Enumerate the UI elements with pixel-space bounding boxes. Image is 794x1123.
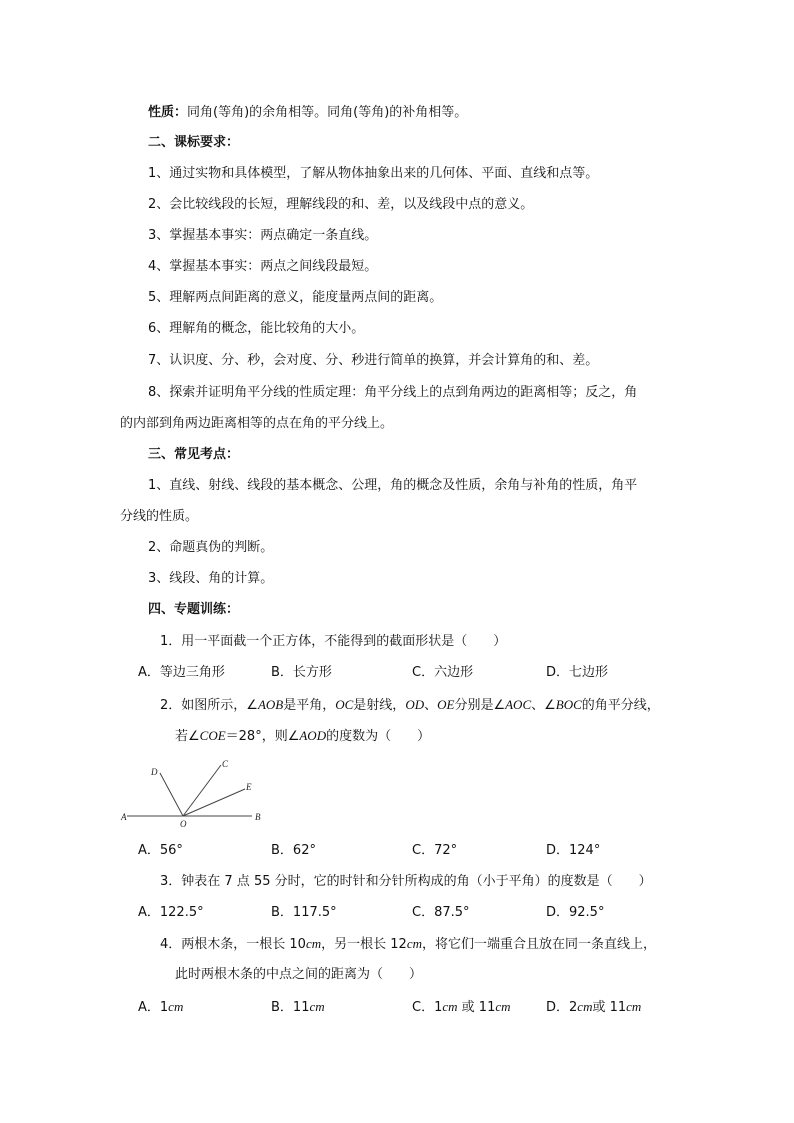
angle-figure bbox=[115, 755, 275, 830]
standard-item: 1、通过实物和具体模型，了解从物体抽象出来的几何体、平面、直线和点等。 bbox=[148, 166, 599, 181]
standard-item: 6、理解角的概念，能比较角的大小。 bbox=[148, 321, 365, 336]
q4-option-d: D．2cm或 11cm bbox=[546, 999, 642, 1015]
label-D: D bbox=[151, 767, 158, 777]
question-3-stem: 3．钟表在 7 点 55 分时，它的时针和分针所构成的角（小于平角）的度数是（ ） bbox=[160, 874, 652, 889]
property-label: 性质： bbox=[148, 105, 188, 120]
property-text: 同角(等角)的余角相等。同角(等角)的补角相等。 bbox=[187, 105, 468, 120]
label-A: A bbox=[121, 812, 127, 822]
standard-item: 2、会比较线段的长短，理解线段的和、差，以及线段中点的意义。 bbox=[148, 197, 534, 212]
property-line bbox=[148, 104, 467, 122]
question-4-stem-line2: 此时两根木条的中点之间的距离为（ ） bbox=[175, 967, 423, 982]
q3-option-c: C．87.5° bbox=[412, 905, 470, 920]
point-item-continued: 分线的性质。 bbox=[120, 509, 199, 524]
q1-option-d: D．七边形 bbox=[546, 665, 609, 680]
section-heading-points: 三、常见考点： bbox=[148, 447, 240, 462]
q1-option-b: B．长方形 bbox=[271, 665, 332, 680]
q4-option-b: B．11cm bbox=[271, 999, 325, 1015]
label-O: O bbox=[180, 819, 187, 829]
standard-item-continued: 的内部到角两边距离相等的点在角的平分线上。 bbox=[120, 416, 394, 431]
label-B: B bbox=[255, 812, 261, 822]
question-2-stem-line2: 若∠COE＝28°，则∠AOD的度数为（ ） bbox=[175, 728, 431, 744]
ray-OC bbox=[183, 765, 221, 816]
standard-item: 3、掌握基本事实：两点确定一条直线。 bbox=[148, 228, 378, 243]
question-1-stem: 1．用一平面截一个正方体，不能得到的截面形状是（ ） bbox=[160, 634, 507, 649]
standard-item: 4、掌握基本事实：两点之间线段最短。 bbox=[148, 259, 378, 274]
standard-item: 8、探索并证明角平分线的性质定理：角平分线上的点到角两边的距离相等；反之，角 bbox=[148, 385, 638, 400]
question-4-stem: 4．两根木条，一根长 10cm，另一根长 12cm，将它们一端重合且放在同一条直线上， bbox=[160, 936, 656, 952]
point-item: 2、命题真伪的判断。 bbox=[148, 540, 274, 555]
q4-option-a: A．1cm bbox=[138, 999, 184, 1015]
question-2-stem: 2．如图所示，∠AOB是平角，OC是射线，OD、OE分别是∠AOC、∠BOC的角平分线， bbox=[160, 697, 660, 713]
section-heading-standards: 二、课标要求： bbox=[148, 135, 240, 150]
point-item: 3、线段、角的计算。 bbox=[148, 571, 274, 586]
label-C: C bbox=[222, 759, 229, 769]
point-item: 1、直线、射线、线段的基本概念、公理，角的概念及性质，余角与补角的性质，角平 bbox=[148, 478, 638, 493]
section-heading-exercises: 四、专题训练： bbox=[148, 602, 240, 617]
q2-option-d: D．124° bbox=[546, 843, 601, 858]
q2-option-a: A．56° bbox=[138, 843, 183, 858]
q1-option-a: A．等边三角形 bbox=[138, 665, 225, 680]
label-E: E bbox=[246, 782, 252, 792]
q1-option-c: C．六边形 bbox=[412, 665, 474, 680]
ray-OE bbox=[183, 789, 245, 816]
q2-option-b: B．62° bbox=[271, 843, 316, 858]
ray-OD bbox=[160, 773, 183, 816]
q3-option-a: A．122.5° bbox=[138, 905, 204, 920]
q3-option-d: D．92.5° bbox=[546, 905, 605, 920]
standard-item: 5、理解两点间距离的意义，能度量两点间的距离。 bbox=[148, 290, 443, 305]
q3-option-b: B．117.5° bbox=[271, 905, 337, 920]
q4-option-c: C．1cm 或 11cm bbox=[412, 999, 511, 1015]
q2-option-c: C．72° bbox=[412, 843, 458, 858]
standard-item: 7、认识度、分、秒，会对度、分、秒进行简单的换算，并会计算角的和、差。 bbox=[148, 353, 599, 368]
